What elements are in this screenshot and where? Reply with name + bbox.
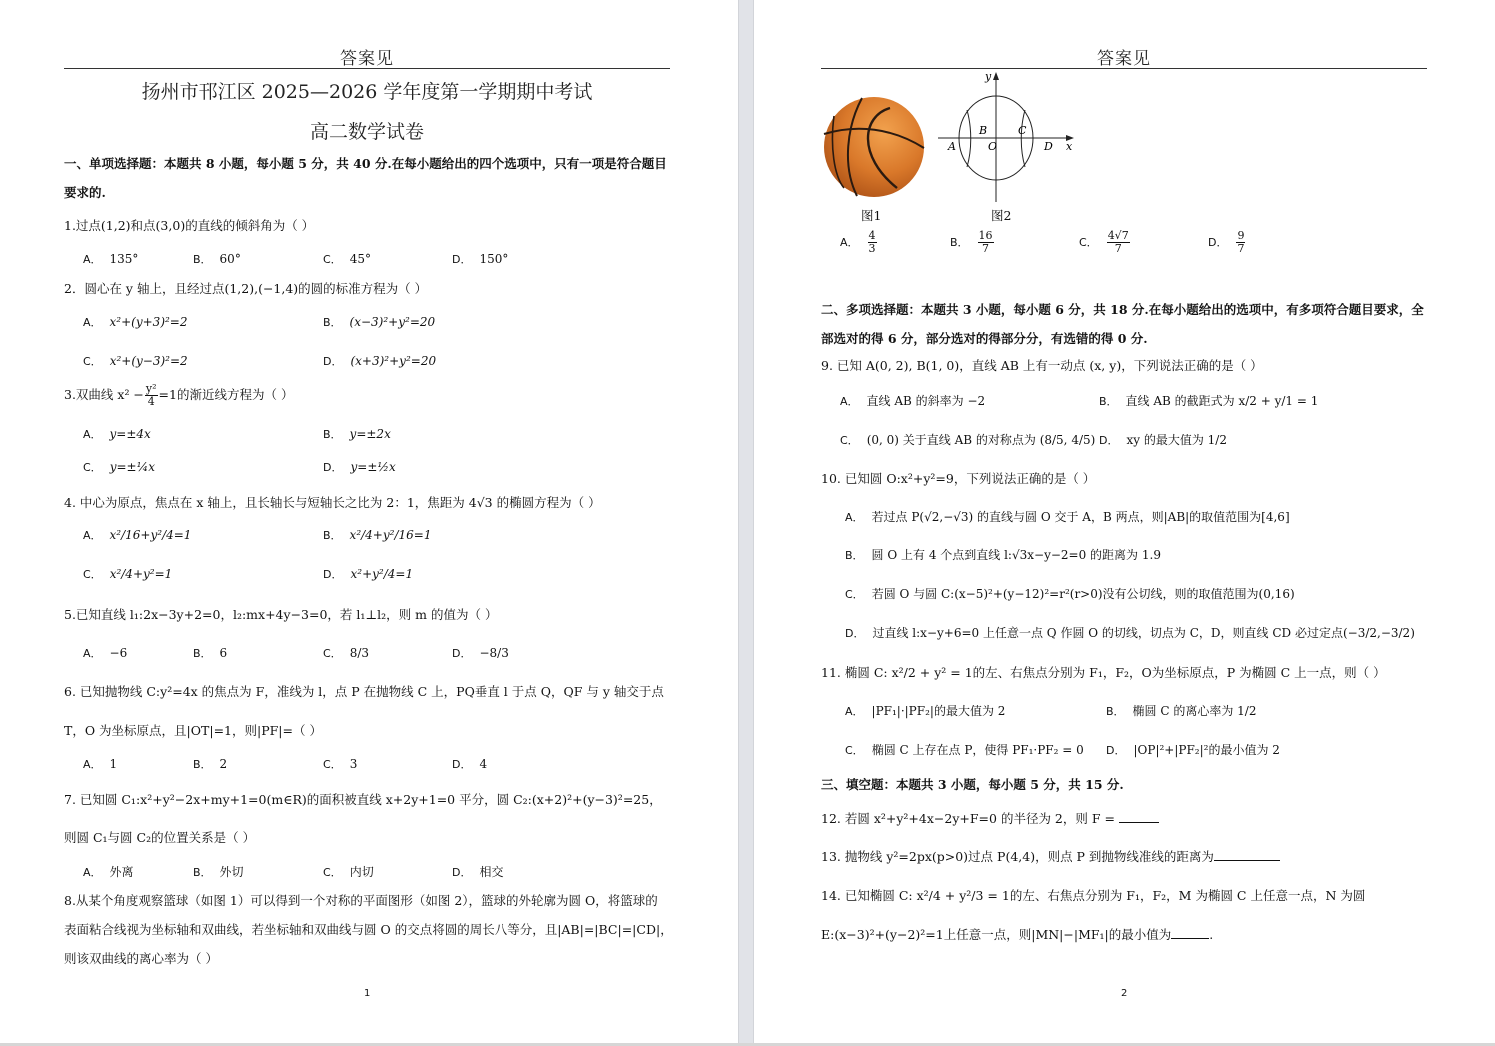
figure-1-caption: 图1 xyxy=(861,208,882,223)
answer-blank-13[interactable] xyxy=(1214,848,1280,861)
question-10-option-c[interactable]: C． 若圆 O 与圆 C:(x−5)²+(y−12)²=r²(r>0)没有公切线，则的取值范围为(0,16) xyxy=(845,587,1295,601)
question-6-option-b[interactable]: B． 2 xyxy=(193,757,228,771)
question-11-option-c[interactable]: C． 椭圆 C 上存在点 P，使得 PF₁·PF₂ = 0 xyxy=(845,743,1084,757)
question-5-option-d[interactable]: D． −8/3 xyxy=(452,646,509,660)
answer-blank-14[interactable] xyxy=(1171,926,1209,939)
page-1 xyxy=(0,0,738,1043)
svg-text:C: C xyxy=(1018,124,1027,137)
question-11-option-a[interactable]: A． |PF₁|·|PF₂|的最大值为 2 xyxy=(845,704,1006,718)
page-number: 1 xyxy=(364,988,371,999)
question-8-stem-cont2: 则该双曲线的离心率为（ ） xyxy=(64,951,218,966)
question-8-option-d[interactable]: D． $\frac{9}{7}$ xyxy=(1208,229,1245,255)
question-14-cont: E:(x−3)²+(y−2)²=1上任意一点，则|MN|−|MF₁|的最小值为 . xyxy=(821,927,1214,942)
question-3-option-c[interactable]: C． y=±¼x xyxy=(83,460,155,474)
question-11-option-b[interactable]: B． 椭圆 C 的离心率为 1/2 xyxy=(1106,704,1257,718)
question-10-stem: 10. 已知圆 O:x²+y²=9，下列说法正确的是（ ） xyxy=(821,471,1096,486)
svg-text:A: A xyxy=(948,140,956,153)
question-9-option-a[interactable]: A． 直线 AB 的斜率为 −2 xyxy=(840,394,986,408)
question-6-option-c[interactable]: C． 3 xyxy=(323,757,358,771)
question-4-option-d[interactable]: D． x²+y²/4=1 xyxy=(323,567,414,581)
page-2 xyxy=(754,0,1495,1043)
question-7-stem: 7. 已知圆 C₁:x²+y²−2x+my+1=0(m∈R)的面积被直线 x+2y+1=0 平分，圆 C₂:(x+2)²+(y−3)²=25， xyxy=(64,792,662,807)
question-7-option-a[interactable]: A． 外离 xyxy=(83,865,134,879)
question-8-option-a[interactable]: A． $\frac{4}{3}$ xyxy=(840,229,876,255)
section-1-heading: 一、单项选择题：本题共 8 小题，每小题 5 分，共 40 分.在每小题给出的四个选项中，只有一项是符合题目 xyxy=(64,156,667,171)
question-2-stem: 2．圆心在 y 轴上，且经过点(1,2),(−1,4)的圆的标准方程为（ ） xyxy=(64,281,428,296)
question-9-option-b[interactable]: B． 直线 AB 的截距式为 x/2 + y/1 = 1 xyxy=(1099,394,1319,408)
question-5-option-c[interactable]: C． 8/3 xyxy=(323,646,369,660)
x-axis-label: x xyxy=(1066,140,1073,153)
question-7-option-d[interactable]: D． 相交 xyxy=(452,865,504,879)
question-1-option-b[interactable]: B． 60° xyxy=(193,252,241,266)
question-8-stem-cont: 表面粘合线视为坐标轴和双曲线，若坐标轴和双曲线与圆 O 的交点将圆的周长八等分，且|AB|=|BC|=|CD|， xyxy=(64,922,673,937)
header-rule xyxy=(64,68,670,69)
svg-text:B: B xyxy=(979,124,988,137)
question-3-option-b[interactable]: B． y=±2x xyxy=(323,427,391,441)
page-header: 答案见 xyxy=(1097,49,1151,69)
y-axis-label: y xyxy=(985,70,992,83)
question-8-stem: 8.从某个角度观察篮球（如图 1）可以得到一个对称的平面图形（如图 2），篮球的外轮廓为圆 O，将篮球的 xyxy=(64,893,658,908)
question-6-option-a[interactable]: A． 1 xyxy=(83,757,118,771)
question-3-stem: 3.双曲线 x² − $\frac{\text{y²}}{4}$ =1的渐近线方程为（ ） xyxy=(64,382,294,408)
exam-title: 扬州市邗江区 2025—2026 学年度第一学期期中考试 xyxy=(141,81,593,103)
question-2-option-a[interactable]: A． x²+(y+3)²=2 xyxy=(83,315,188,329)
question-10-option-b[interactable]: B． 圆 O 上有 4 个点到直线 l:√3x−y−2=0 的距离为 1.9 xyxy=(845,548,1161,562)
question-3-option-a[interactable]: A． y=±4x xyxy=(83,427,151,441)
question-5-option-b[interactable]: B． 6 xyxy=(193,646,228,660)
question-6-stem-cont: T，O 为坐标原点，且|OT|=1，则|PF|=（ ） xyxy=(64,723,322,738)
question-9-option-c[interactable]: C． (0, 0) 关于直线 AB 的对称点为 (8/5, 4/5) xyxy=(840,433,1096,447)
question-11-stem: 11. 椭圆 C: x²/2 + y² = 1的左、右焦点分别为 F₁，F₂，O为坐标原点，P 为椭圆 C 上一点，则（ ） xyxy=(821,665,1386,680)
question-4-option-a[interactable]: A． x²/16+y²/4=1 xyxy=(83,528,192,542)
figure-2-diagram xyxy=(936,70,1076,204)
page-header: 答案见 xyxy=(340,49,394,69)
question-11-option-d[interactable]: D． |OP|²+|PF₂|²的最小值为 2 xyxy=(1106,743,1280,757)
question-6-stem: 6. 已知抛物线 C:y²=4x 的焦点为 F，准线为 l，点 P 在抛物线 C 上，PQ垂直 l 于点 Q，QF 与 y 轴交于点 xyxy=(64,684,664,699)
question-7-option-b[interactable]: B． 外切 xyxy=(193,865,244,879)
question-6-option-d[interactable]: D． 4 xyxy=(452,757,488,771)
section-1-heading-cont: 要求的. xyxy=(64,185,106,200)
question-4-option-c[interactable]: C． x²/4+y²=1 xyxy=(83,567,173,581)
question-4-option-b[interactable]: B． x²/4+y²/16=1 xyxy=(323,528,432,542)
question-12: 12. 若圆 x²+y²+4x−2y+F=0 的半径为 2，则 F = xyxy=(821,809,1159,827)
answer-blank-12[interactable] xyxy=(1119,810,1159,823)
question-1-option-d[interactable]: D． 150° xyxy=(452,252,509,266)
page-gutter xyxy=(738,0,754,1044)
figure-2-caption: 图2 xyxy=(991,208,1012,223)
question-2-option-c[interactable]: C． x²+(y−3)²=2 xyxy=(83,354,188,368)
question-7-stem-cont: 则圆 C₁与圆 C₂的位置关系是（ ） xyxy=(64,830,256,845)
question-2-option-b[interactable]: B． (x−3)²+y²=20 xyxy=(323,315,436,329)
section-2-heading: 二、多项选择题：本题共 3 小题，每小题 6 分，共 18 分.在每小题给出的选项中，有多项符合题目要求，全 xyxy=(821,302,1424,317)
question-14: 14. 已知椭圆 C: x²/4 + y²/3 = 1的左、右焦点分别为 F₁，F₂，M 为椭圆 C 上任意一点，N 为圆 xyxy=(821,888,1366,903)
exam-subtitle: 高二数学试卷 xyxy=(309,121,424,143)
question-1-option-a[interactable]: A． 135° xyxy=(83,252,139,266)
header-rule xyxy=(821,68,1427,69)
question-8-option-b[interactable]: B． $\frac{16}{7}$ xyxy=(950,229,993,255)
question-9-option-d[interactable]: D． xy 的最大值为 1/2 xyxy=(1099,433,1227,447)
question-1-option-c[interactable]: C． 45° xyxy=(323,252,371,266)
section-3-heading: 三、填空题：本题共 3 小题，每小题 5 分，共 15 分. xyxy=(821,777,1124,792)
question-10-option-d[interactable]: D． 过直线 l:x−y+6=0 上任意一点 Q 作圆 O 的切线，切点为 C，D，则直线 CD 必过定点(−3/2,−3/2) xyxy=(845,626,1415,640)
question-8-option-c[interactable]: C． $\frac{4√7}{7}$ xyxy=(1079,229,1129,255)
question-3-option-d[interactable]: D． y=±½x xyxy=(323,460,396,474)
basketball-image xyxy=(822,96,926,198)
question-13: 13. 抛物线 y²=2px(p>0)过点 P(4,4)，则点 P 到抛物线准线的距离为 xyxy=(821,847,1280,865)
question-10-option-a[interactable]: A． 若过点 P(√2,−√3) 的直线与圆 O 交于 A，B 两点，则|AB|的取值范围为[4,6] xyxy=(845,510,1290,524)
question-5-option-a[interactable]: A． −6 xyxy=(83,646,128,660)
question-1-stem: 1.过点(1,2)和点(3,0)的直线的倾斜角为（ ） xyxy=(64,218,315,233)
question-9-stem: 9. 已知 A(0, 2), B(1, 0)，直线 AB 上有一动点 (x, y)，下列说法正确的是（ ） xyxy=(821,358,1263,373)
page-number: 2 xyxy=(1121,988,1128,999)
svg-text:O: O xyxy=(988,140,998,153)
question-2-option-d[interactable]: D． (x+3)²+y²=20 xyxy=(323,354,437,368)
question-7-option-c[interactable]: C． 内切 xyxy=(323,865,374,879)
question-5-stem: 5.已知直线 l₁:2x−3y+2=0，l₂:mx+4y−3=0，若 l₁⊥l₂，则 m 的值为（ ） xyxy=(64,607,498,622)
section-2-heading-cont: 部选对的得 6 分，部分选对的得部分分，有选错的得 0 分. xyxy=(821,331,1148,346)
svg-text:D: D xyxy=(1044,140,1053,153)
question-4-stem: 4. 中心为原点，焦点在 x 轴上，且长轴长与短轴长之比为 2：1，焦距为 4√3 的椭圆方程为（ ） xyxy=(64,495,601,510)
